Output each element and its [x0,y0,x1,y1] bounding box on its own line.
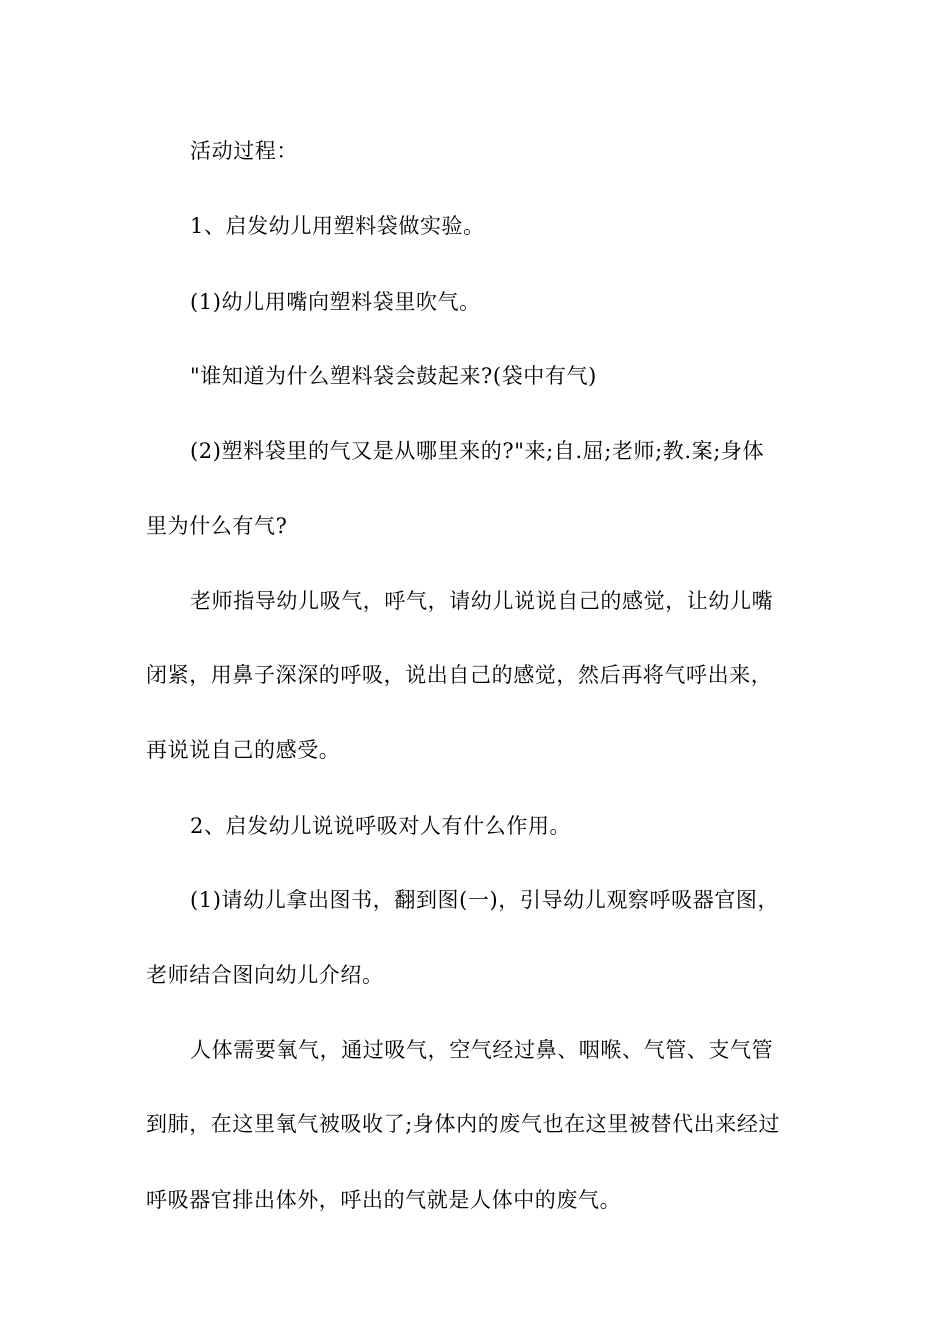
paragraph-line: 人体需要氧气，通过吸气，空气经过鼻、咽喉、气管、支气管 [190,1038,774,1062]
paragraph-line: 2、启发幼儿说说呼吸对人有什么作用。 [190,814,572,838]
paragraph-line: 老师指导幼儿吸气，呼气，请幼儿说说自己的感觉，让幼儿嘴 [190,589,774,613]
paragraph-line: "谁知道为什么塑料袋会鼓起来?(袋中有气) [190,364,597,388]
paragraph-line: 到肺，在这里氧气被吸收了;身体内的废气也在这里被替代出来经过 [146,1112,781,1136]
paragraph-line: 1、启发幼儿用塑料袋做实验。 [190,214,485,238]
paragraph-line: 再说说自己的感受。 [146,738,341,762]
paragraph-line: 里为什么有气? [146,514,288,538]
paragraph-line: 老师结合图向幼儿介绍。 [146,963,384,987]
paragraph-line: 呼吸器官排出体外，呼出的气就是人体中的废气。 [146,1188,622,1212]
paragraph-line: (1)幼儿用嘴向塑料袋里吹气。 [190,290,481,314]
paragraph-line: (2)塑料袋里的气又是从哪里来的?"来;自.屈;老师;教.案;身体 [190,439,765,463]
paragraph-line: 闭紧，用鼻子深深的呼吸，说出自己的感觉，然后再将气呼出来， [146,663,773,687]
paragraph-line: (1)请幼儿拿出图书，翻到图(一)，引导幼儿观察呼吸器官图， [190,888,780,912]
section-heading: 活动过程： [190,139,298,163]
